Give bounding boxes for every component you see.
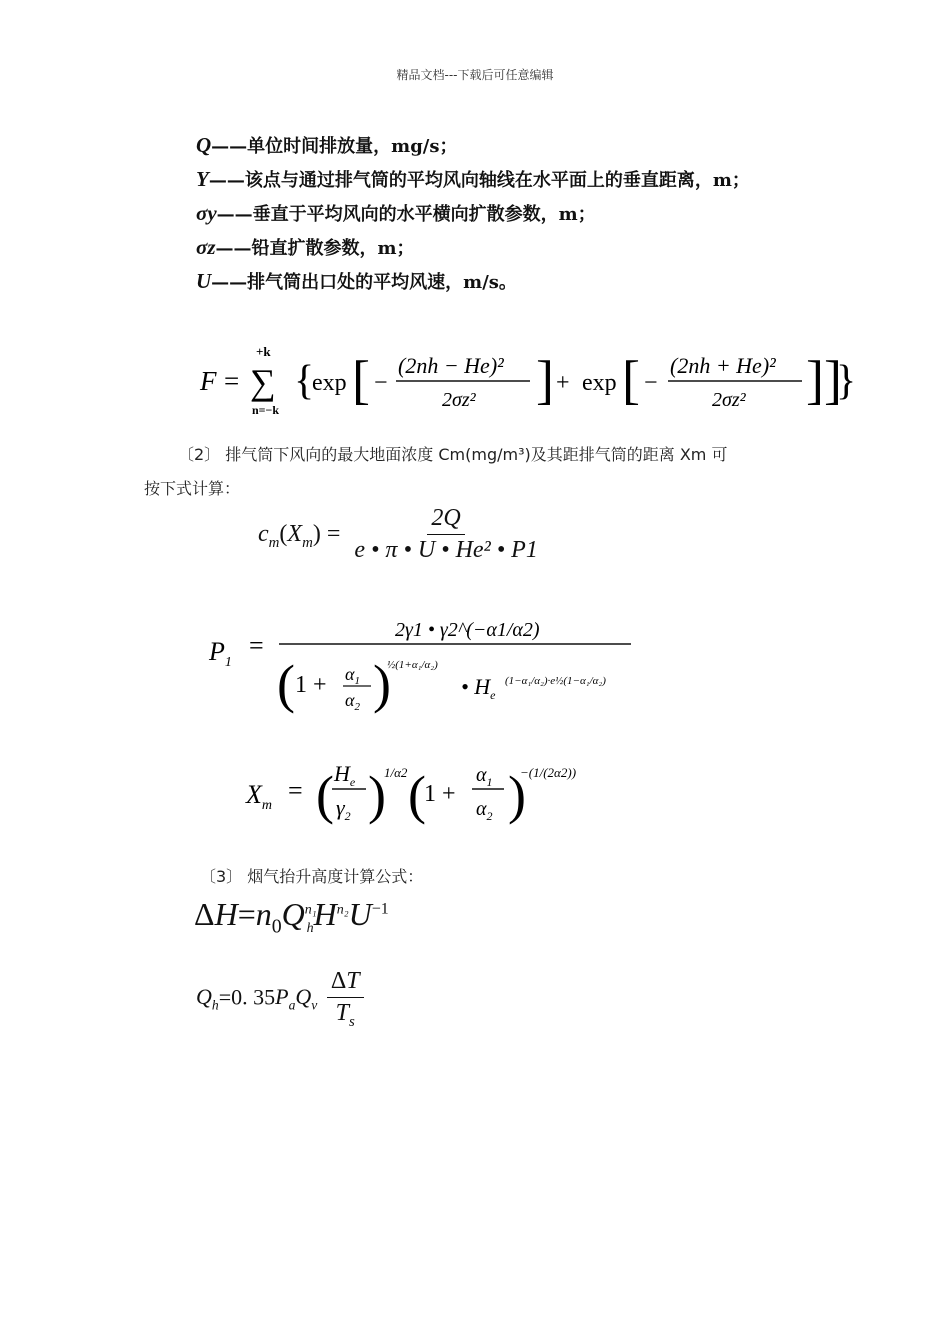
formula-xm [240, 755, 620, 835]
formula-cm: $c_m(X_m)$ = $\frac{2Q}{\text{e • π • U • He² • P1}}$ [258, 505, 546, 564]
xm-exponent-2: −(1/(2α2)) [520, 765, 577, 780]
definition-item [196, 268, 517, 294]
svg-text:α2: $\alpha_2$ [476, 798, 493, 823]
definition-symbol: Y [196, 167, 209, 191]
definition-symbol: Q [196, 133, 212, 157]
svg-text:exp: exp [312, 370, 347, 396]
definition-item [196, 132, 458, 158]
definition-item [196, 200, 596, 226]
formula-qh: $Q_h=0$. $35P_aQ_v$ $\frac{\Delta T}{T_s}$ [196, 968, 368, 1031]
numerator-2: (2nh + He)² [670, 353, 776, 378]
svg-text:• He: • $H_e$ [461, 674, 496, 702]
definition-text: ——单位时间排放量，mg/s； [211, 136, 458, 157]
cm-denominator: e • π • U • He² • P1 [354, 537, 538, 563]
definition-text: ——排气筒出口处的平均风速，m/s。 [211, 272, 517, 293]
svg-text:P1: $P_1$ [209, 637, 232, 670]
svg-text:exp: exp [582, 370, 617, 396]
svg-text:[: [ [352, 350, 370, 410]
numerator-1: (2nh − He)² [398, 353, 504, 378]
svg-text:1 +: 1 + [295, 672, 327, 698]
paragraph-2-line-1: 〔2〕 排气筒下风向的最大地面浓度 Cm(mg/m³)及其距排气筒的距离 Xm 可 [178, 445, 728, 464]
svg-text:½(1+α₁/α₂): ½(1+α₁/α₂) [387, 659, 438, 671]
svg-text:]]: ]] [806, 350, 842, 410]
svg-text:=: = [224, 366, 240, 396]
formula-f [190, 340, 860, 420]
svg-text:]: ] [536, 350, 554, 410]
svg-text:=: = [249, 631, 264, 660]
svg-text:α1: $\alpha_1$ [345, 664, 360, 687]
svg-text:(1−α₁/α₂)·e½(1−α₁/α₂): (1−α₁/α₂)·e½(1−α₁/α₂) [505, 675, 606, 687]
svg-text:{: { [294, 358, 315, 404]
svg-text:F: F [200, 366, 217, 396]
svg-text:α1: $\alpha_1$ [476, 764, 493, 789]
denominator-2: 2σz² [712, 389, 746, 411]
svg-text:γ2: $\gamma_2$ [336, 795, 351, 823]
svg-text:Xm: $X_m$ [246, 780, 273, 813]
svg-text:−: − [374, 370, 388, 396]
p1-numerator: 2γ1 • γ2^(−α1/α2) [395, 619, 540, 641]
svg-text:): ) [373, 654, 391, 714]
svg-text:−: − [644, 370, 658, 396]
formula-p1 [205, 612, 645, 722]
cm-numerator: 2Q [427, 505, 464, 535]
definition-item [196, 166, 750, 192]
svg-text:[: [ [622, 350, 640, 410]
sum-sign: ∑ [250, 362, 276, 402]
svg-text:}: } [836, 358, 857, 404]
svg-text:α2: $\alpha_2$ [345, 690, 360, 713]
sum-lower-limit: n=−k [252, 403, 280, 417]
svg-text:+: + [556, 370, 570, 396]
svg-text:): ) [368, 765, 386, 825]
paragraph-3: 〔3〕 烟气抬升高度计算公式： [200, 867, 424, 886]
definition-text: ——铅直扩散参数，m； [215, 238, 415, 259]
formula-delta-h: $\Delta H=n_0Q^{n_1}_hH^{n_2}U^{-1}$ [194, 896, 389, 938]
svg-text:(: ( [408, 765, 426, 825]
svg-text:1 +: 1 + [424, 781, 456, 807]
svg-text:(: ( [277, 654, 295, 714]
definition-item [196, 234, 415, 260]
denominator-1: 2σz² [442, 389, 476, 411]
definition-text: ——该点与通过排气筒的平均风向轴线在水平面上的垂直距离，m； [208, 170, 750, 191]
definition-symbol: σz [196, 235, 216, 259]
svg-text:He: $H_e$ [334, 761, 356, 789]
svg-text:): ) [508, 765, 526, 825]
svg-text:=: = [288, 776, 303, 805]
definition-symbol: σy [196, 201, 217, 225]
xm-exponent-1: 1/α2 [384, 765, 408, 780]
svg-text:(: ( [316, 765, 334, 825]
definition-text: ——垂直于平均风向的水平横向扩散参数，m； [216, 204, 596, 225]
paragraph-2-line-2: 按下式计算： [144, 479, 241, 498]
definition-symbol: U [196, 269, 212, 293]
sum-upper-limit: +k [256, 344, 271, 359]
page-header: 精品文档---下载后可任意编辑 [396, 68, 554, 82]
